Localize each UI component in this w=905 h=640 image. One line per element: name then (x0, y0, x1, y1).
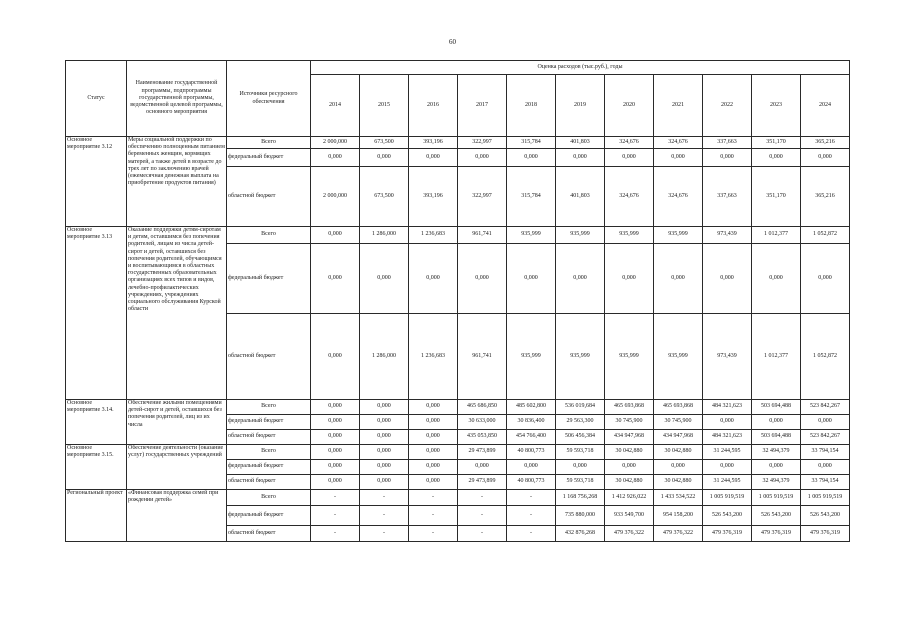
amount-cell: 935,999 (507, 314, 556, 400)
amount-cell: 0,000 (703, 460, 752, 475)
amount-cell: 465 693,868 (654, 400, 703, 415)
amount-cell: 29 473,899 (458, 445, 507, 460)
amount-cell: 536 019,684 (556, 400, 605, 415)
amount-cell: 337,663 (703, 167, 752, 227)
amount-cell: 32 494,379 (752, 475, 801, 490)
amount-cell: 0,000 (703, 149, 752, 167)
amount-cell: 1 286,000 (360, 314, 409, 400)
header-status: Статус (66, 61, 127, 137)
amount-cell: 40 800,773 (507, 445, 556, 460)
funding-source: федеральный бюджет (227, 506, 311, 526)
amount-cell: 935,999 (654, 314, 703, 400)
amount-cell: 324,676 (605, 137, 654, 149)
amount-cell: 0,000 (752, 244, 801, 314)
amount-cell: - (507, 490, 556, 506)
amount-cell: 479 376,319 (801, 526, 850, 542)
amount-cell: 523 842,267 (801, 400, 850, 415)
amount-cell: 0,000 (409, 430, 458, 445)
header-year: 2017 (458, 75, 507, 137)
amount-cell: 2 000,000 (311, 167, 360, 227)
amount-cell: 0,000 (311, 149, 360, 167)
amount-cell: 30 042,880 (654, 445, 703, 460)
header-year: 2023 (752, 75, 801, 137)
amount-cell: - (409, 506, 458, 526)
amount-cell: 59 593,718 (556, 445, 605, 460)
amount-cell: 33 794,154 (801, 445, 850, 460)
amount-cell: 935,999 (654, 227, 703, 244)
amount-cell: 935,999 (605, 227, 654, 244)
amount-cell: 454 766,400 (507, 430, 556, 445)
amount-cell: 0,000 (311, 314, 360, 400)
amount-cell: 30 745,900 (605, 415, 654, 430)
amount-cell: 30 042,880 (654, 475, 703, 490)
amount-cell: 337,663 (703, 137, 752, 149)
amount-cell: 351,170 (752, 137, 801, 149)
amount-cell: 1 005 919,519 (752, 490, 801, 506)
amount-cell: 0,000 (801, 149, 850, 167)
header-year: 2022 (703, 75, 752, 137)
amount-cell: 0,000 (311, 475, 360, 490)
amount-cell: 32 494,379 (752, 445, 801, 460)
funding-source: областной бюджет (227, 475, 311, 490)
amount-cell: 479 376,319 (752, 526, 801, 542)
amount-cell: 30 042,880 (605, 445, 654, 460)
amount-cell: 1 012,377 (752, 227, 801, 244)
row-status: Региональный проект (66, 490, 127, 542)
row-name: Меры социальной поддержки по обеспечению полноценным питанием беременных женщин, кормящих матерей, а также детей в возрасте до трех лет по заключению врачей (ежемесячная денежная выплата на приобретение продуктов питания) (127, 137, 227, 227)
amount-cell: 315,784 (507, 137, 556, 149)
amount-cell: 401,803 (556, 167, 605, 227)
funding-source: Всего (227, 445, 311, 460)
funding-source: областной бюджет (227, 526, 311, 542)
amount-cell: 29 563,300 (556, 415, 605, 430)
amount-cell: - (409, 490, 458, 506)
amount-cell: 933 549,700 (605, 506, 654, 526)
amount-cell: - (311, 490, 360, 506)
amount-cell: 479 376,322 (654, 526, 703, 542)
amount-cell: 0,000 (409, 415, 458, 430)
amount-cell: 315,784 (507, 167, 556, 227)
amount-cell: 434 947,968 (605, 430, 654, 445)
amount-cell: 0,000 (752, 149, 801, 167)
amount-cell: 40 800,773 (507, 475, 556, 490)
amount-cell: 935,999 (556, 314, 605, 400)
amount-cell: 2 000,000 (311, 137, 360, 149)
amount-cell: 31 244,595 (703, 445, 752, 460)
amount-cell: 0,000 (801, 244, 850, 314)
table-row (66, 227, 850, 244)
amount-cell: 935,999 (507, 227, 556, 244)
funding-source: Всего (227, 490, 311, 506)
amount-cell: - (507, 526, 556, 542)
amount-cell: 0,000 (311, 415, 360, 430)
header-year: 2020 (605, 75, 654, 137)
amount-cell: 526 543,200 (703, 506, 752, 526)
amount-cell: 506 456,384 (556, 430, 605, 445)
row-name: Оказание поддержки детям-сиротам и детям, оставшимся без попечения родителей, лицам из числа детей-сирот и детей, оставшихся без попечения родителей, обучающимся и воспитывающимся в областных государственных образовательных организациях всех типов и видов, лечебно-профилактических учреждениях, учреждениях социального обслуживания Курской области (127, 227, 227, 400)
amount-cell: 351,170 (752, 167, 801, 227)
amount-cell: 30 633,000 (458, 415, 507, 430)
amount-cell: 0,000 (409, 149, 458, 167)
funding-source: федеральный бюджет (227, 149, 311, 167)
funding-source: Всего (227, 400, 311, 415)
amount-cell: 484 321,623 (703, 400, 752, 415)
amount-cell: 961,741 (458, 227, 507, 244)
amount-cell: 33 794,154 (801, 475, 850, 490)
amount-cell: 0,000 (360, 430, 409, 445)
amount-cell: 0,000 (556, 244, 605, 314)
amount-cell: 0,000 (311, 400, 360, 415)
header-year: 2016 (409, 75, 458, 137)
table-row (66, 137, 850, 149)
amount-cell: 0,000 (409, 445, 458, 460)
amount-cell: 0,000 (654, 460, 703, 475)
amount-cell: 503 694,488 (752, 400, 801, 415)
amount-cell: 0,000 (458, 149, 507, 167)
amount-cell: - (360, 490, 409, 506)
funding-source: федеральный бюджет (227, 460, 311, 475)
amount-cell: 0,000 (752, 460, 801, 475)
amount-cell: - (360, 506, 409, 526)
amount-cell: 973,439 (703, 314, 752, 400)
amount-cell: 0,000 (556, 149, 605, 167)
row-status: Основное мероприятие 3.13 (66, 227, 127, 400)
amount-cell: 479 376,322 (605, 526, 654, 542)
amount-cell: 0,000 (409, 475, 458, 490)
amount-cell: 0,000 (507, 149, 556, 167)
amount-cell: 1 005 919,519 (801, 490, 850, 506)
amount-cell: 1 005 919,519 (703, 490, 752, 506)
amount-cell: 1 012,377 (752, 314, 801, 400)
row-name: «Финансовая поддержка семей при рождении детей» (127, 490, 227, 542)
amount-cell: 0,000 (409, 400, 458, 415)
amount-cell: 503 694,488 (752, 430, 801, 445)
amount-cell: 1 052,872 (801, 227, 850, 244)
header-year: 2024 (801, 75, 850, 137)
amount-cell: - (311, 526, 360, 542)
amount-cell: 0,000 (311, 445, 360, 460)
amount-cell: 0,000 (360, 445, 409, 460)
funding-source: Всего (227, 227, 311, 244)
amount-cell: 954 158,200 (654, 506, 703, 526)
amount-cell: 324,676 (654, 167, 703, 227)
row-name: Обеспечение деятельности (оказание услуг) государственных учреждений (127, 445, 227, 490)
amount-cell: 324,676 (605, 167, 654, 227)
funding-source: федеральный бюджет (227, 244, 311, 314)
header-year: 2018 (507, 75, 556, 137)
amount-cell: 322,997 (458, 137, 507, 149)
amount-cell: 0,000 (752, 415, 801, 430)
amount-cell: 393,196 (409, 137, 458, 149)
table-row (66, 445, 850, 460)
amount-cell: - (458, 490, 507, 506)
amount-cell: 59 593,718 (556, 475, 605, 490)
amount-cell: - (409, 526, 458, 542)
amount-cell: 523 842,267 (801, 430, 850, 445)
amount-cell: 0,000 (605, 460, 654, 475)
amount-cell: 0,000 (507, 244, 556, 314)
amount-cell: 0,000 (311, 430, 360, 445)
amount-cell: 0,000 (360, 415, 409, 430)
amount-cell: 0,000 (507, 460, 556, 475)
amount-cell: 485 602,800 (507, 400, 556, 415)
amount-cell: 393,196 (409, 167, 458, 227)
row-status: Основное мероприятие 3.12 (66, 137, 127, 227)
amount-cell: - (507, 506, 556, 526)
amount-cell: 961,741 (458, 314, 507, 400)
funding-source: областной бюджет (227, 167, 311, 227)
amount-cell: 673,500 (360, 137, 409, 149)
amount-cell: 1 052,872 (801, 314, 850, 400)
amount-cell: - (360, 526, 409, 542)
amount-cell: 973,439 (703, 227, 752, 244)
amount-cell: 479 376,319 (703, 526, 752, 542)
amount-cell: 935,999 (556, 227, 605, 244)
amount-cell: 484 321,623 (703, 430, 752, 445)
amount-cell: 1 236,683 (409, 227, 458, 244)
amount-cell: 0,000 (654, 244, 703, 314)
amount-cell: 0,000 (360, 149, 409, 167)
amount-cell: 526 543,200 (801, 506, 850, 526)
header-name: Наименование государственной программы, подпрограммы государственной программы, ведомственной целевой программы, основного мероприятия (127, 61, 227, 137)
funding-source: Всего (227, 137, 311, 149)
amount-cell: 0,000 (605, 149, 654, 167)
amount-cell: 1 236,683 (409, 314, 458, 400)
amount-cell: 0,000 (311, 244, 360, 314)
amount-cell: 0,000 (409, 244, 458, 314)
amount-cell: - (458, 526, 507, 542)
amount-cell: 29 473,899 (458, 475, 507, 490)
amount-cell: 0,000 (801, 460, 850, 475)
amount-cell: 30 836,400 (507, 415, 556, 430)
header-source: Источники ресурсного обеспечения (227, 61, 311, 137)
amount-cell: 673,500 (360, 167, 409, 227)
amount-cell: - (458, 506, 507, 526)
amount-cell: 0,000 (458, 244, 507, 314)
amount-cell: 735 880,000 (556, 506, 605, 526)
amount-cell: 0,000 (703, 244, 752, 314)
row-status: Основное мероприятие 3.15. (66, 445, 127, 490)
amount-cell: 465 686,850 (458, 400, 507, 415)
amount-cell: 0,000 (556, 460, 605, 475)
table-row (66, 490, 850, 506)
table-row (66, 400, 850, 415)
amount-cell: 0,000 (360, 460, 409, 475)
amount-cell: 1 168 756,268 (556, 490, 605, 506)
amount-cell: 0,000 (801, 415, 850, 430)
amount-cell: 465 693,868 (605, 400, 654, 415)
funding-source: областной бюджет (227, 314, 311, 400)
amount-cell: 324,676 (654, 137, 703, 149)
header-year: 2014 (311, 75, 360, 137)
amount-cell: 0,000 (605, 244, 654, 314)
amount-cell: 0,000 (703, 415, 752, 430)
amount-cell: 434 947,968 (654, 430, 703, 445)
amount-cell: 0,000 (458, 460, 507, 475)
amount-cell: 401,803 (556, 137, 605, 149)
header-year: 2021 (654, 75, 703, 137)
amount-cell: 1 433 534,522 (654, 490, 703, 506)
amount-cell: 432 876,268 (556, 526, 605, 542)
amount-cell: 0,000 (311, 460, 360, 475)
amount-cell: 322,997 (458, 167, 507, 227)
amount-cell: 365,216 (801, 167, 850, 227)
amount-cell: 0,000 (311, 227, 360, 244)
amount-cell: 1 286,000 (360, 227, 409, 244)
header-year: 2019 (556, 75, 605, 137)
amount-cell: 30 745,900 (654, 415, 703, 430)
header-year: 2015 (360, 75, 409, 137)
amount-cell: - (311, 506, 360, 526)
amount-cell: 30 042,880 (605, 475, 654, 490)
resource-table (65, 60, 850, 542)
row-status: Основное мероприятие 3.14. (66, 400, 127, 445)
amount-cell: 31 244,595 (703, 475, 752, 490)
header-estimate: Оценка расходов (тыс.руб.), годы (311, 61, 850, 75)
page-number: 60 (449, 38, 456, 46)
amount-cell: 0,000 (360, 400, 409, 415)
amount-cell: 0,000 (360, 244, 409, 314)
amount-cell: 0,000 (654, 149, 703, 167)
amount-cell: 1 412 926,022 (605, 490, 654, 506)
amount-cell: 526 543,200 (752, 506, 801, 526)
amount-cell: 935,999 (605, 314, 654, 400)
funding-source: федеральный бюджет (227, 415, 311, 430)
funding-source: областной бюджет (227, 430, 311, 445)
amount-cell: 435 053,850 (458, 430, 507, 445)
amount-cell: 0,000 (360, 475, 409, 490)
row-name: Обеспечение жилыми помещениями детей-сирот и детей, оставшихся без попечения родителей, лиц из их числа (127, 400, 227, 445)
amount-cell: 0,000 (409, 460, 458, 475)
amount-cell: 365,216 (801, 137, 850, 149)
